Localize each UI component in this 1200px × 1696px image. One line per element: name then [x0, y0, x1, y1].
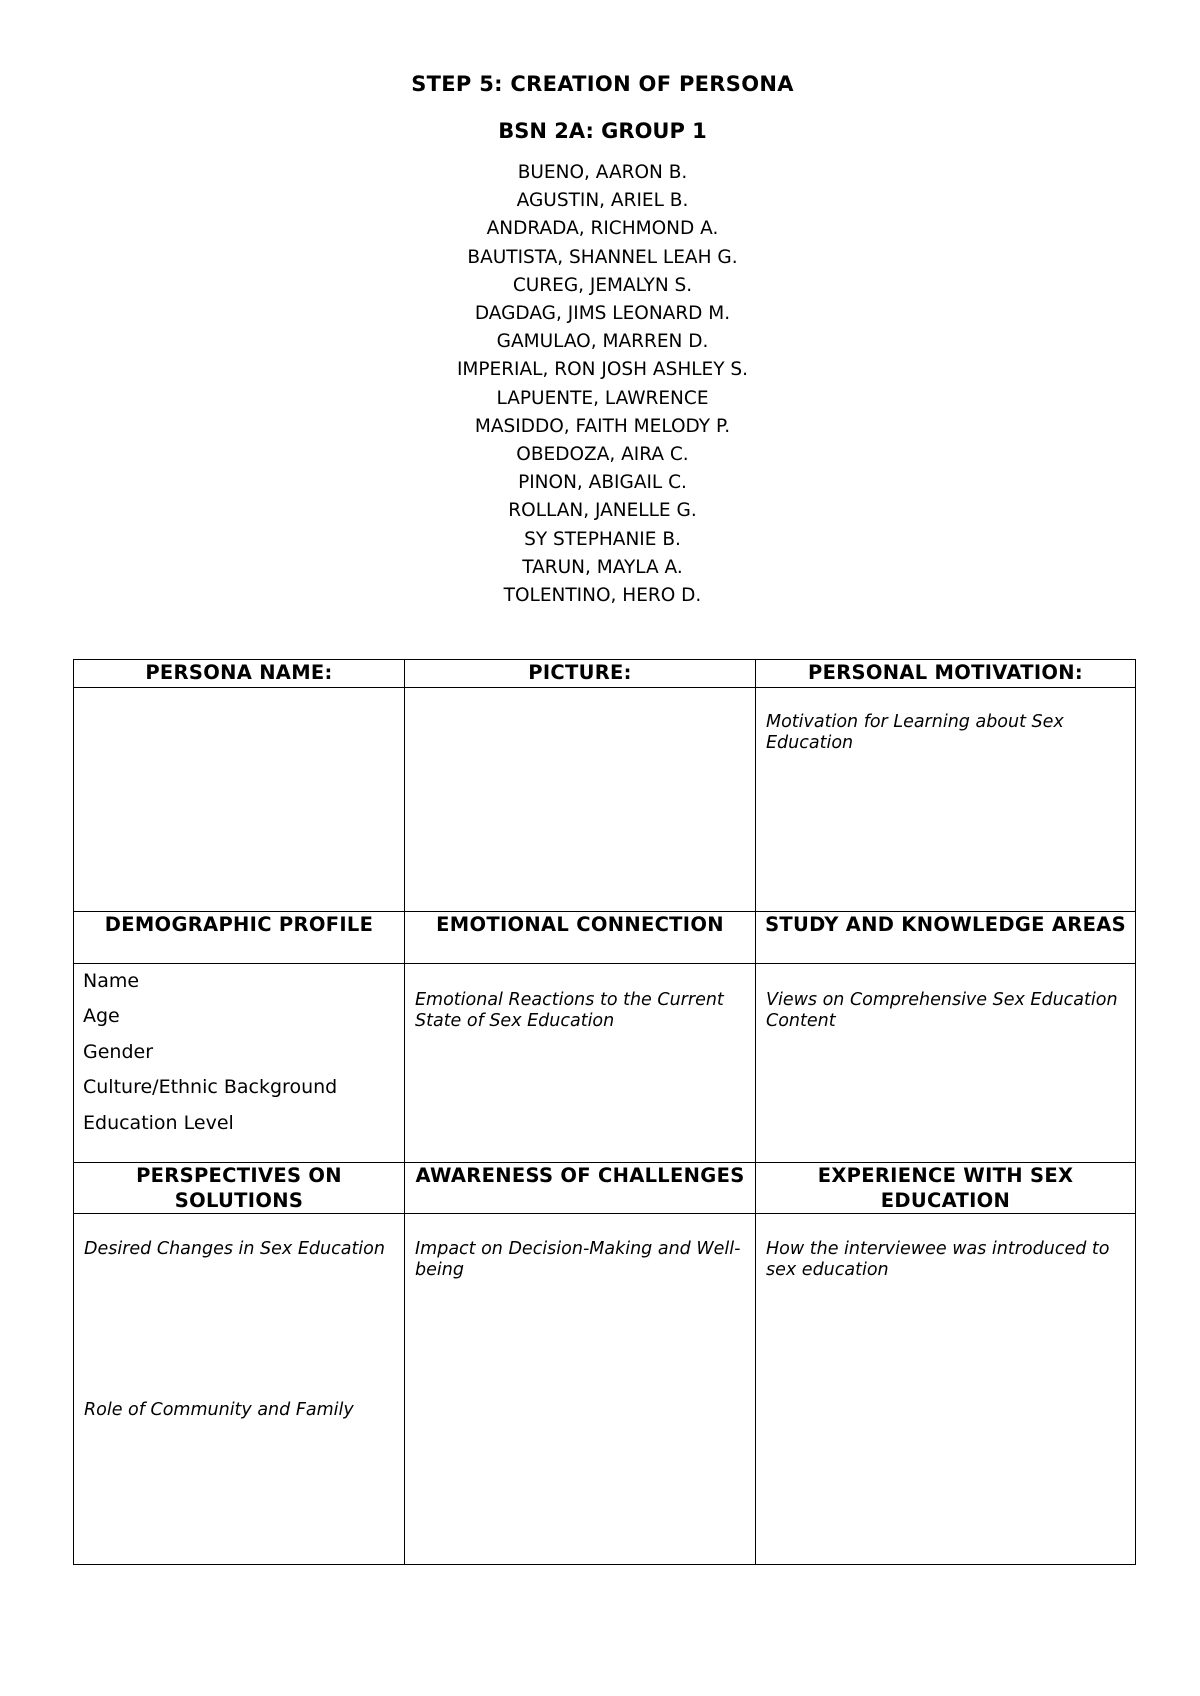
member-name: CUREG, JEMALYN S. [512, 274, 693, 296]
member-name: IMPERIAL, RON JOSH ASHLEY S. [456, 359, 749, 381]
perspectives-cell [74, 1214, 405, 1565]
personal-motivation-cell [756, 688, 1136, 912]
awareness-cell [405, 1214, 756, 1565]
study-knowledge-cell [756, 964, 1136, 1163]
member-name: LAPUENTE, LAWRENCE [496, 387, 709, 409]
experience-note: How the interviewee was introduced to sex education [766, 1239, 1110, 1280]
emotional-note: Emotional Reactions to the Current State of Sex Education [415, 990, 724, 1031]
picture-header: PICTURE: [405, 660, 756, 688]
persona-table [73, 659, 1136, 1565]
demographic-profile-cell [74, 964, 405, 1163]
experience-cell [756, 1214, 1136, 1565]
header-row-1 [74, 660, 1136, 688]
member-name: GAMULAO, MARREN D. [496, 331, 709, 353]
awareness-note: Impact on Decision-Making and Well-being [415, 1239, 741, 1280]
persona-name-header: PERSONA NAME: [74, 660, 405, 688]
member-name: AGUSTIN, ARIEL B. [516, 190, 689, 212]
persona-name-cell [74, 688, 405, 912]
demographic-field-list [74, 964, 404, 1141]
member-name: ANDRADA, RICHMOND A. [486, 218, 719, 240]
demographic-field: Gender [83, 1040, 154, 1063]
demographic-field: Culture/Ethnic Background [83, 1076, 338, 1099]
motivation-note: Motivation for Learning about Sex Education [766, 712, 1064, 753]
demographic-profile-header: DEMOGRAPHIC PROFILE [74, 912, 405, 964]
perspectives-note-community: Role of Community and Family [84, 1400, 354, 1420]
member-name: TOLENTINO, HERO D. [503, 585, 702, 607]
emotional-connection-cell [405, 964, 756, 1163]
member-name: BAUTISTA, SHANNEL LEAH G. [467, 246, 738, 268]
document-header [0, 70, 1200, 610]
demographic-field: Name [83, 970, 140, 992]
study-knowledge-header: STUDY AND KNOWLEDGE AREAS [756, 912, 1136, 964]
member-name: SY STEPHANIE B. [524, 528, 681, 550]
member-name: MASIDDO, FAITH MELODY P. [474, 415, 731, 437]
header-row-3 [74, 1163, 1136, 1214]
picture-cell [405, 688, 756, 912]
demographic-field: Education Level [83, 1111, 234, 1134]
demographic-field: Age [83, 1005, 120, 1028]
content-row-3 [74, 1214, 1136, 1565]
experience-header: EXPERIENCE WITH SEX EDUCATION [756, 1163, 1136, 1214]
member-name: PINON, ABIGAIL C. [518, 472, 687, 494]
member-list [0, 159, 1200, 610]
member-name: ROLLAN, JANELLE G. [508, 500, 697, 522]
study-note: Views on Comprehensive Sex Education Content [766, 990, 1118, 1031]
group-label: BSN 2A: GROUP 1 [498, 119, 707, 143]
content-row-2 [74, 964, 1136, 1163]
member-name: BUENO, AARON B. [517, 162, 688, 183]
perspectives-note-changes: Desired Changes in Sex Education [84, 1239, 385, 1259]
member-name: TARUN, MAYLA A. [522, 556, 683, 578]
emotional-connection-header: EMOTIONAL CONNECTION [405, 912, 756, 964]
content-row-1 [74, 688, 1136, 912]
member-name: DAGDAG, JIMS LEONARD M. [474, 303, 731, 325]
header-row-2 [74, 912, 1136, 964]
awareness-header: AWARENESS OF CHALLENGES [405, 1163, 756, 1214]
member-name: OBEDOZA, AIRA C. [516, 444, 689, 466]
personal-motivation-header: PERSONAL MOTIVATION: [756, 660, 1136, 688]
perspectives-header: PERSPECTIVES ON SOLUTIONS [74, 1163, 405, 1214]
document-title: STEP 5: CREATION OF PERSONA [411, 72, 794, 96]
